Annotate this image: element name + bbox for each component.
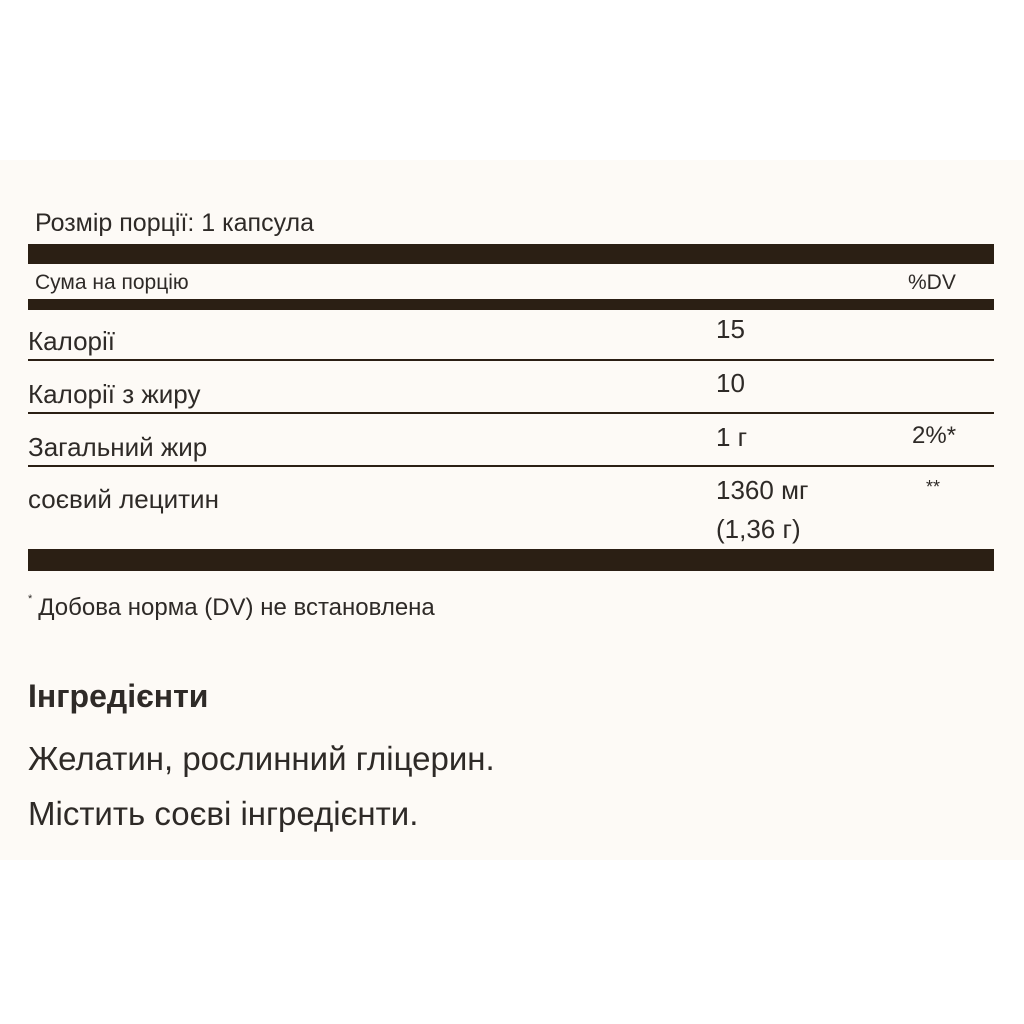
row-total-fat-name: Загальний жир (28, 432, 208, 462)
row-soy-lecithin-amount-grams: (1,36 г) (716, 514, 801, 544)
row-divider (28, 359, 994, 361)
row-fat-calories-name: Калорії з жиру (28, 379, 201, 409)
footnote-marker: * (28, 593, 33, 605)
row-divider (28, 465, 994, 467)
amount-per-serving-label: Сума на порцію (35, 271, 189, 294)
top-thick-bar (28, 244, 994, 264)
row-fat-calories-amount: 10 (716, 368, 745, 398)
row-total-fat-amount: 1 г (716, 422, 748, 452)
row-soy-lecithin-name: соєвий лецитин (28, 484, 219, 514)
ingredients-line-1: Желатин, рослинний гліцерин. (28, 740, 495, 777)
header-bar (28, 299, 994, 310)
ingredients-line-2: Містить соєві інгредієнти. (28, 795, 419, 832)
dv-header: %DV (908, 271, 956, 294)
footnote (28, 593, 435, 621)
ingredients-title: Інгредієнти (28, 678, 209, 714)
row-divider (28, 412, 994, 414)
row-total-fat-dv: 2%* (912, 422, 957, 449)
bottom-thick-bar (28, 549, 994, 571)
row-calories-amount: 15 (716, 314, 745, 344)
row-calories-name: Калорії (28, 326, 115, 356)
row-soy-lecithin-amount: 1360 мг (716, 475, 809, 505)
footnote-text: Добова норма (DV) не встановлена (38, 594, 435, 621)
row-soy-lecithin-dv: ** (926, 477, 941, 497)
serving-size: Розмір порції: 1 капсула (35, 209, 315, 237)
